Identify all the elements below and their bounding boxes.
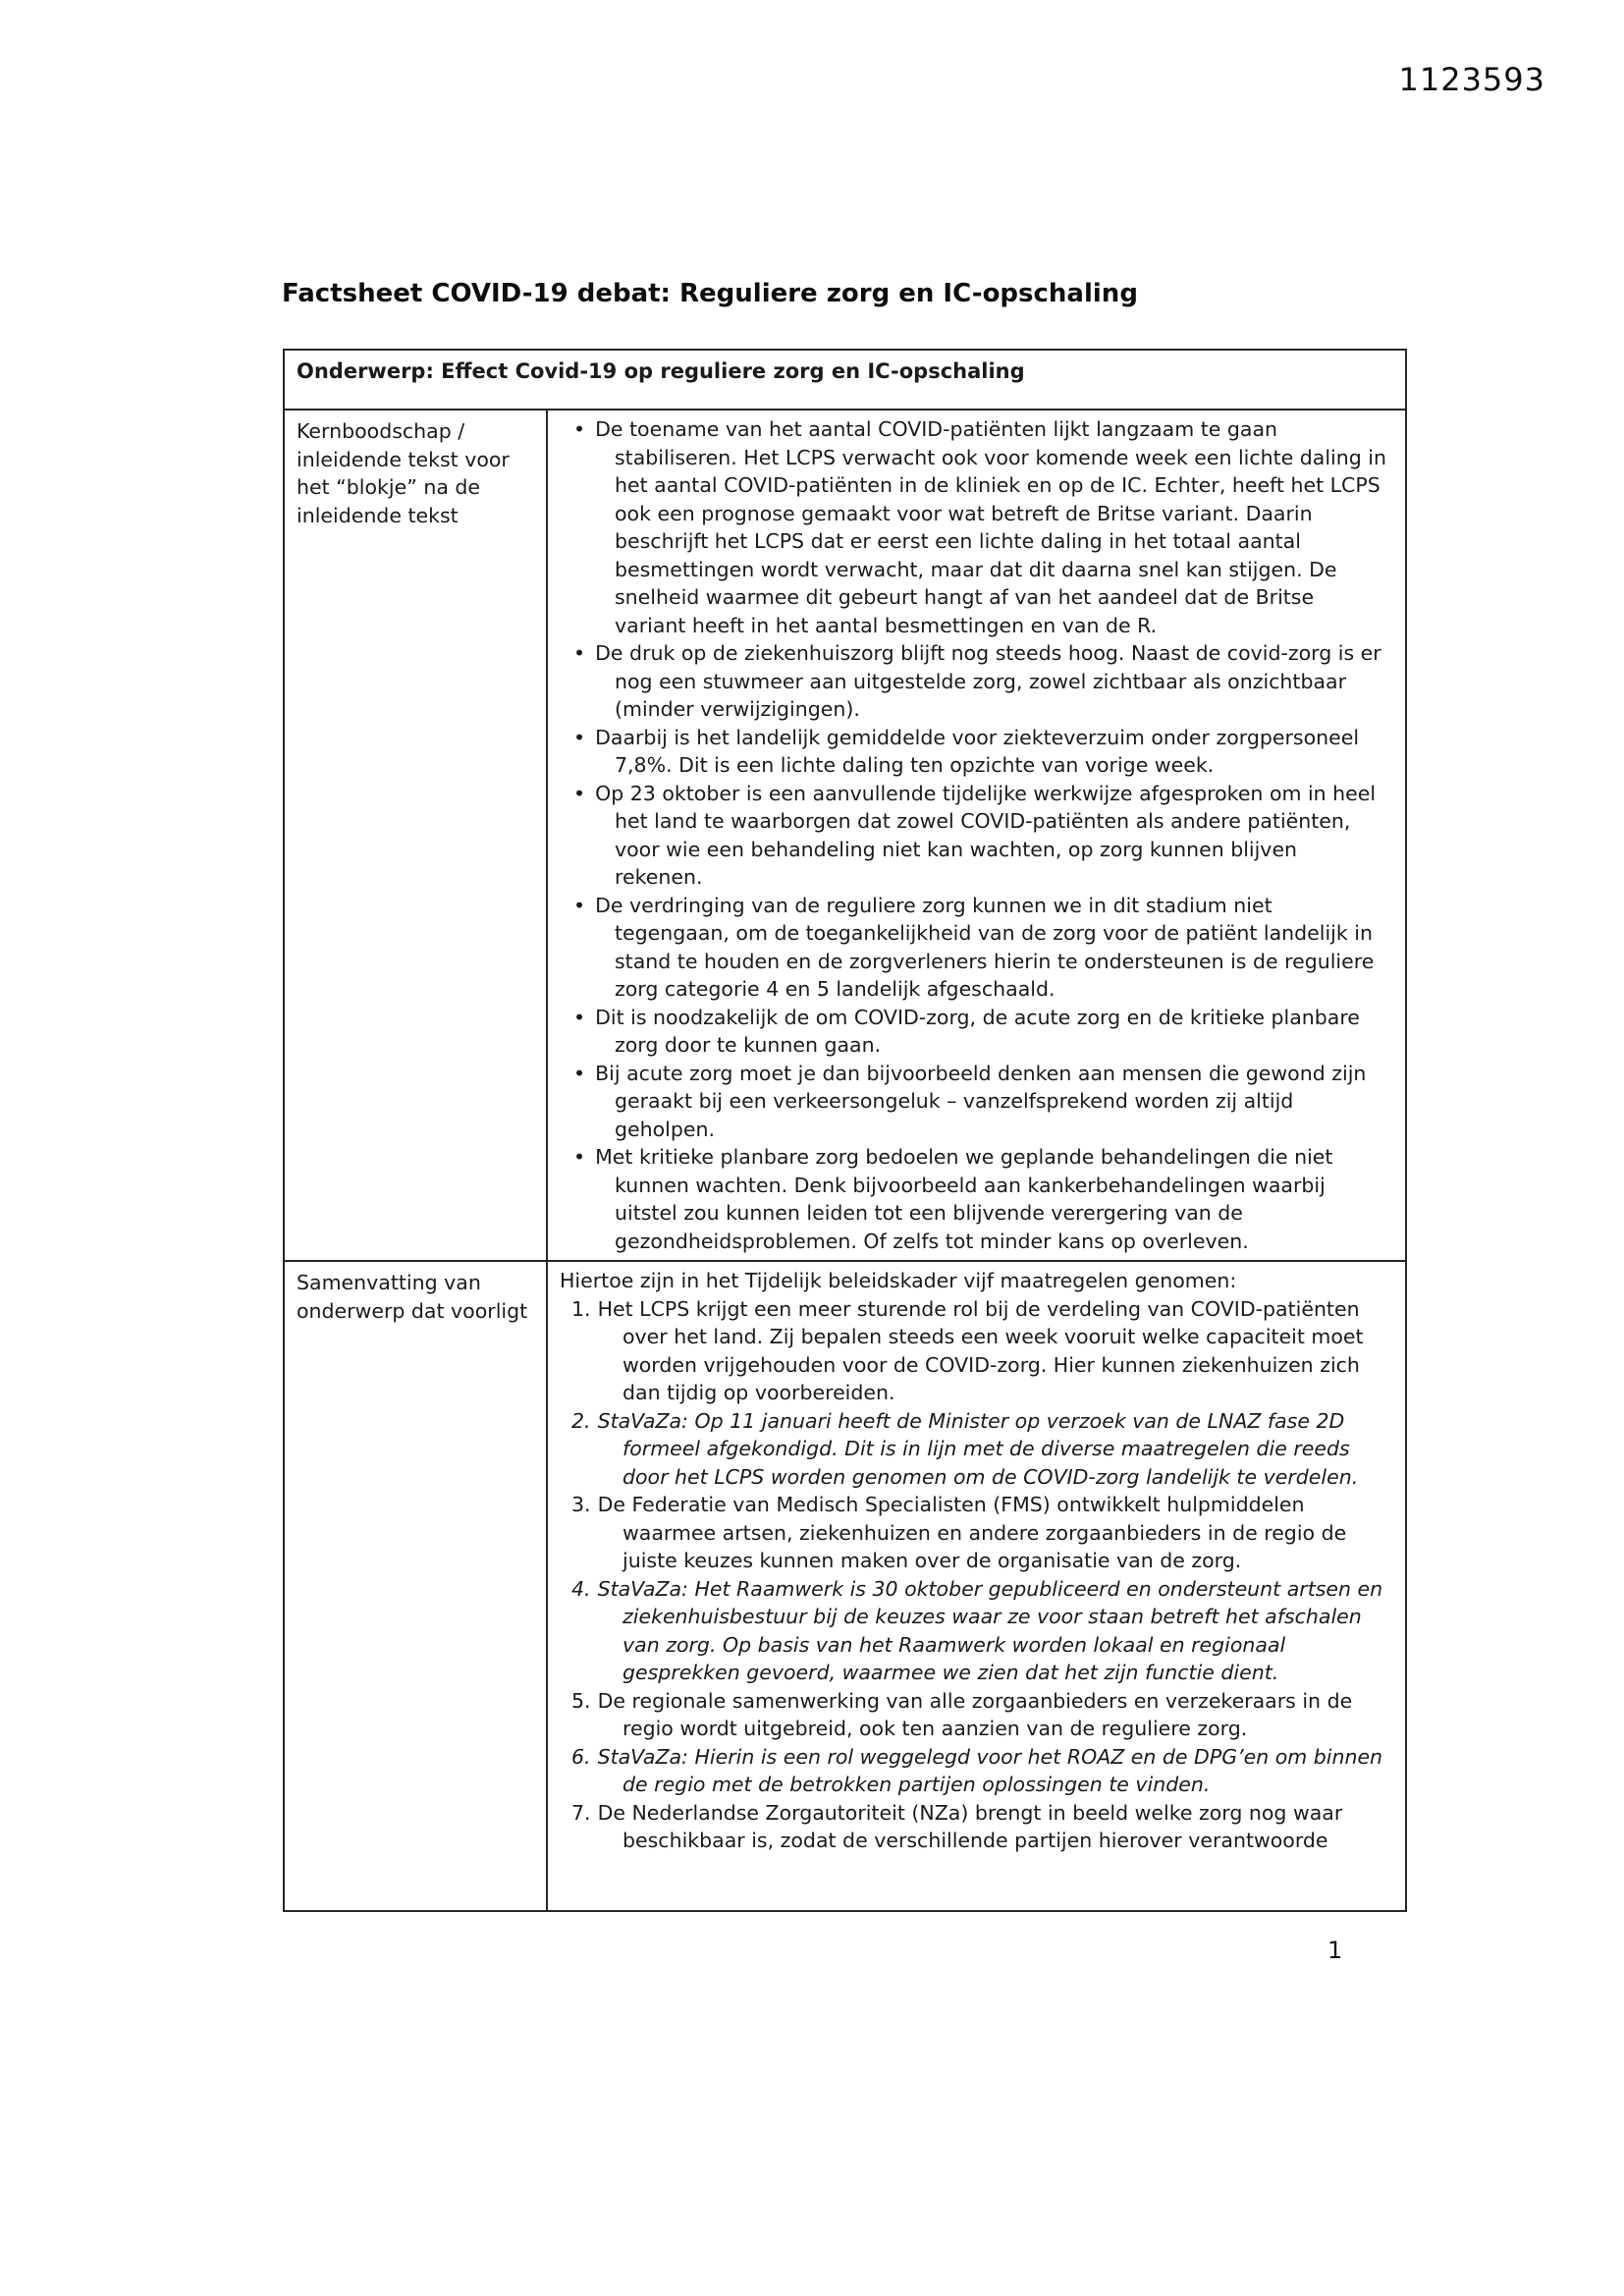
numbered-item — [560, 1687, 1391, 1743]
item-text: StaVaZa: Het Raamwerk is 30 oktober gepubliceerd en ondersteunt artsen en ziekenhuisbestuur bij de keuzes waar ze voor staan betreft het afschalen van zorg. Op basis van het Raamwerk worden lokaal en regionaal gesprekken gevoerd, waarmee we zien dat het zijn functie dient. — [597, 1576, 1383, 1684]
item-number: 1. — [571, 1296, 591, 1321]
bullet-icon: • — [573, 781, 586, 805]
numbered-item — [560, 1491, 1391, 1575]
bullet-text: Bij acute zorg moet je dan bijvoorbeeld denken aan mensen die gewond zijn geraakt bij een verkeersongeluk – vanzelfsprekend worden zij altijd geholpen. — [595, 1061, 1367, 1141]
item-number: 6. — [571, 1744, 591, 1769]
item-number: 2. — [571, 1408, 591, 1433]
bullet-text: De toename van het aantal COVID-patiënten lijkt langzaam te gaan stabiliseren. Het LCPS verwacht ook voor komende week een lichte daling in het aantal COVID-patiënten in de kliniek en op de IC. Echter, heeft het LCPS ook een prognose gemaakt voor wat betreft de Britse variant. Daarin beschrijft het LCPS dat er eerst een lichte daling in het totaal aantal besmettingen wordt verwacht, maar dat dit daarna snel kan stijgen. De snelheid waarmee dit gebeurt hangt af van het aandeel dat de Britse variant heeft in het aantal besmettingen en van de R. — [595, 417, 1386, 637]
document-number: 1123593 — [1398, 61, 1545, 98]
row-label-samenvatting: Samenvatting van onderwerp dat voorligt — [285, 1262, 548, 1910]
item-text: Het LCPS krijgt een meer sturende rol bij de verdeling van COVID-patiënten over het land. Zij bepalen steeds een week vooruit welke capaciteit moet worden vrijgehouden voor de COVID-zorg. Hier kunnen ziekenhuizen zich dan tijdig op voorbereiden. — [597, 1296, 1364, 1404]
bullet-icon: • — [573, 1145, 586, 1169]
page-title: Factsheet COVID-19 debat: Reguliere zorg en IC-opschaling — [282, 279, 1138, 308]
bullet-item — [560, 1143, 1391, 1255]
row-content-samenvatting — [548, 1262, 1405, 1910]
bullet-item — [560, 724, 1391, 780]
measures-intro-line: Hiertoe zijn in het Tijdelijk beleidskader vijf maatregelen genomen: — [560, 1269, 1237, 1292]
bullet-text: Op 23 oktober is een aanvullende tijdelijke werkwijze afgesproken om in heel het land te waarborgen dat zowel COVID-patiënten als andere patiënten, voor wie een behandeling niet kan wachten, op zorg kunnen blijven rekenen. — [595, 781, 1377, 889]
numbered-item — [560, 1799, 1391, 1855]
numbered-item — [560, 1575, 1391, 1687]
bullet-item — [560, 1004, 1391, 1060]
item-text: StaVaZa: Op 11 januari heeft de Minister op verzoek van de LNAZ fase 2D formeel afgekondigd. Dit is in lijn met de diverse maatregelen die reeds door het LCPS worden genomen om de COVID-zorg landelijk te verdelen. — [597, 1408, 1359, 1489]
item-text: De Nederlandse Zorgautoriteit (NZa) brengt in beeld welke zorg nog waar beschikbaar is, zodat de verschillende partijen hierover verantwoorde — [597, 1800, 1343, 1852]
item-text: De Federatie van Medisch Specialisten (FMS) ontwikkelt hulpmiddelen waarmee artsen, ziekenhuizen en andere zorgaanbieders in de regio de juiste keuzes kunnen maken over de organisatie van de zorg. — [597, 1493, 1347, 1572]
item-number: 5. — [571, 1688, 591, 1713]
bullet-item — [560, 892, 1391, 1004]
bullet-icon: • — [573, 417, 586, 441]
bullet-icon: • — [573, 893, 586, 917]
factsheet-table — [283, 349, 1407, 1912]
bullet-icon: • — [573, 641, 586, 665]
bullet-icon: • — [573, 1061, 586, 1085]
bullet-text: De verdringing van de reguliere zorg kunnen we in dit stadium niet tegengaan, om de toegankelijkheid van de zorg voor de patiënt landelijk in stand te houden en de zorgverleners hierin te ondersteunen is de reguliere zorg categorie 4 en 5 landelijk afgeschaald. — [595, 893, 1375, 1001]
bullet-text: Daarbij is het landelijk gemiddelde voor ziekteverzuim onder zorgpersoneel 7,8%. Dit is een lichte daling ten opzichte van vorige week. — [595, 725, 1360, 777]
item-text: StaVaZa: Hierin is een rol weggelegd voor het ROAZ en de DPG’en om binnen de regio met de betrokken partijen oplossingen te vinden. — [597, 1744, 1383, 1796]
bullet-item — [560, 415, 1391, 639]
item-number: 4. — [571, 1576, 591, 1601]
numbered-item — [560, 1743, 1391, 1799]
bullet-item — [560, 780, 1391, 892]
numbered-item — [560, 1295, 1391, 1407]
row-content-kernboodschap — [548, 410, 1405, 1260]
item-text: De regionale samenwerking van alle zorgaanbieders en verzekeraars in de regio wordt uitgebreid, ook ten aanzien van de reguliere zorg. — [597, 1688, 1353, 1740]
table-row-kernboodschap — [285, 410, 1405, 1262]
numbered-item — [560, 1407, 1391, 1492]
bullet-text: De druk op de ziekenhuiszorg blijft nog steeds hoog. Naast de covid-zorg is er nog een stuwmeer aan uitgestelde zorg, zowel zichtbaar als onzichtbaar (minder verwijzigingen). — [595, 641, 1381, 721]
table-header-onderwerp: Onderwerp: Effect Covid-19 op reguliere zorg en IC-opschaling — [285, 351, 1405, 410]
item-number: 3. — [571, 1493, 591, 1516]
row-label-kernboodschap: Kernboodschap / inleidende tekst voor het “blokje” na de inleidende tekst — [285, 410, 548, 1260]
measures-list — [560, 1295, 1391, 1855]
bullet-item — [560, 639, 1391, 724]
bullet-text: Met kritieke planbare zorg bedoelen we geplande behandelingen die niet kunnen wachten. Denk bijvoorbeeld aan kankerbehandelingen waarbij uitstel zou kunnen leiden tot een blijvende verergering van de gezondheidsproblemen. Of zelfs tot minder kans op overleven. — [595, 1145, 1333, 1253]
page-number: 1 — [1327, 1937, 1343, 1964]
table-row-samenvatting — [285, 1262, 1405, 1910]
bullet-icon: • — [573, 725, 586, 749]
item-number: 7. — [571, 1800, 591, 1825]
bullet-item — [560, 1060, 1391, 1144]
bullet-text: Dit is noodzakelijk de om COVID-zorg, de acute zorg en de kritieke planbare zorg door te kunnen gaan. — [595, 1005, 1360, 1057]
bullet-icon: • — [573, 1005, 586, 1029]
